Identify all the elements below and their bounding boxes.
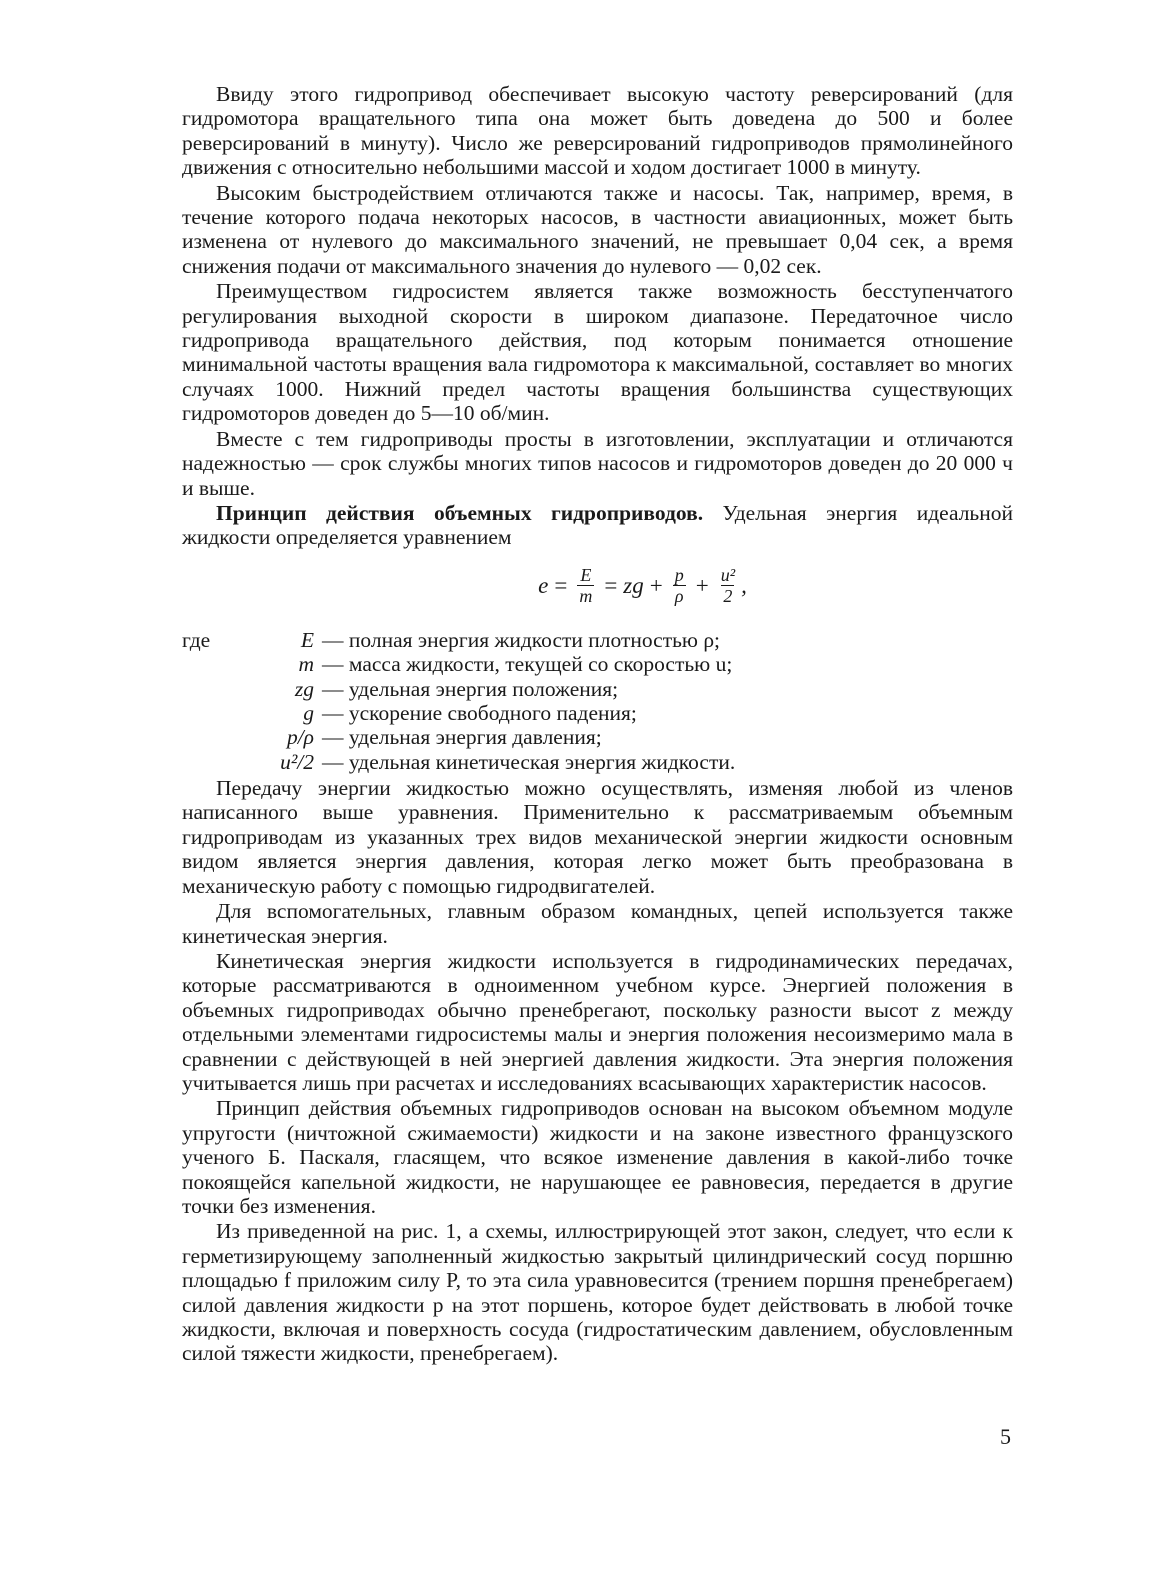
definitions-where-label: где xyxy=(182,627,211,652)
fraction-numerator: E xyxy=(580,565,592,586)
definition-text: — полная энергия жидкости плотностью ρ; xyxy=(322,627,721,652)
fraction-denominator: ρ xyxy=(674,586,684,607)
formula-plus: + xyxy=(649,572,663,598)
paragraph: Преимуществом гидросистем является также возможность бесступенчатого регулирования выходной скорости в широком диапазоне. Передаточное число гидропривода вращательного действия, под которым понимается отношение минимальной частоты вращения вала гидромотора к максимальной, составляет во многих случаях 1000. Нижний предел частоты вращения большинства существующих гидромоторов доведен до 5—10 об/мин. xyxy=(182,279,1013,426)
fraction-e-over-m xyxy=(577,565,594,606)
definition-text: — удельная кинетическая энергия жидкости. xyxy=(322,749,736,774)
paragraph: Передачу энергии жидкостью можно осуществлять, изменяя любой из членов написанного выше уравнения. Применительно к рассматриваемым объемным гидроприводам из указанных трех видов механической энергии жидкости основным видом является энергия давления, которая легко может быть преобразована в механическую работу с помощью гидродвигателей. xyxy=(182,776,1013,898)
definition-symbol: g xyxy=(303,700,314,725)
fraction-numerator: u² xyxy=(720,565,736,586)
definition-text: — удельная энергия давления; xyxy=(322,725,602,750)
definition-row xyxy=(182,628,1013,652)
page-number: 5 xyxy=(1000,1424,1011,1449)
definition-symbol: E xyxy=(300,627,314,652)
energy-equation xyxy=(272,550,1013,622)
fraction-numerator: p xyxy=(674,565,684,586)
definition-text: — масса жидкости, текущей со скоростью u; xyxy=(322,652,733,677)
definition-symbol: p/ρ xyxy=(286,725,314,750)
definition-text: — удельная энергия положения; xyxy=(322,676,619,701)
formula-comma: , xyxy=(741,572,747,598)
fraction-p-over-rho xyxy=(673,565,686,606)
definition-row xyxy=(182,677,1013,701)
paragraph: Высоким быстродействием отличаются также и насосы. Так, например, время, в течение которого подача некоторых насосов, в частности авиационных, может быть изменена от нулевого до максимального значений, не превышает 0,04 сек, а время снижения подачи от максимального значения до нулевого — 0,02 сек. xyxy=(182,180,1013,278)
formula-plus: + xyxy=(695,572,709,598)
body-text xyxy=(182,82,1013,1366)
definitions-list xyxy=(182,628,1013,774)
definition-row xyxy=(182,725,1013,749)
paragraph: Для вспомогательных, главным образом командных, цепей используется также кинетическая энергия. xyxy=(182,899,1013,948)
paragraph: Кинетическая энергия жидкости используется в гидродинамических передачах, которые рассматриваются в одноименном учебном курсе. Энергией положения в объемных гидроприводах обычно пренебрегают, поскольку разности высот z между отдельными элементами гидросистемы малы и энергия положения несоизмеримо мала в сравнении с действующей в ней энергией давления жидкости. Эта энергия положения учитывается лишь при расчетах и исследованиях всасывающих характеристик насосов. xyxy=(182,948,1013,1095)
fraction-u2-over-2 xyxy=(719,565,737,606)
definition-symbol: m xyxy=(298,652,314,677)
section-heading: Принцип действия объемных гидроприводов. xyxy=(216,500,704,525)
fraction-denominator: 2 xyxy=(723,586,733,607)
formula-lhs: e xyxy=(538,572,549,598)
definition-row xyxy=(182,701,1013,725)
principle-intro: Удельная энергия идеальной жидкости определяется уравнением xyxy=(182,500,1013,550)
definition-text: — ускорение свободного падения; xyxy=(322,700,637,725)
paragraph: Вместе с тем гидроприводы просты в изготовлении, эксплуатации и отличаются надежностью — срок службы многих типов насосов и гидромоторов доведен до 20 000 ч и выше. xyxy=(182,426,1013,500)
formula-equals: = xyxy=(604,572,618,598)
formula-term-zg: zg xyxy=(623,572,644,598)
paragraph: Ввиду этого гидропривод обеспечивает высокую частоту реверсирований (для гидромотора вращательного типа она может быть доведена до 500 и более реверсирований в минуту). Число же реверсирований гидроприводов прямолинейного движения с относительно небольшими массой и ходом достигает 1000 в минуту. xyxy=(182,82,1013,180)
definition-symbol: zg xyxy=(294,676,314,701)
paragraph: Из приведенной на рис. 1, а схемы, иллюстрирующей этот закон, следует, что если к герметизирующему заполненный жидкостью закрытый цилиндрический сосуд поршню площадью f приложим силу P, то эта сила уравновесится (трением поршня пренебрегаем) силой давления жидкости p на этот поршень, которое будет действовать в любой точке жидкости, включая и поверхность сосуда (гидростатическим давлением, обусловленным силой тяжести жидкости, пренебрегаем). xyxy=(182,1219,1013,1366)
principle-paragraph xyxy=(182,501,1013,550)
definition-symbol: u²/2 xyxy=(280,749,314,774)
paragraph: Принцип действия объемных гидроприводов основан на высоком объемном модуле упругости (ничтожной сжимаемости) жидкости и на законе известного французского ученого Б. Паскаля, гласящем, что всякое изменение давления в какой-либо точке покоящейся капельной жидкости, не нарушающее ее равновесия, передается в другие точки без изменения. xyxy=(182,1096,1013,1218)
definition-row xyxy=(182,750,1013,774)
fraction-denominator: m xyxy=(579,586,593,607)
formula-equals: = xyxy=(554,572,568,598)
definition-row xyxy=(182,652,1013,676)
